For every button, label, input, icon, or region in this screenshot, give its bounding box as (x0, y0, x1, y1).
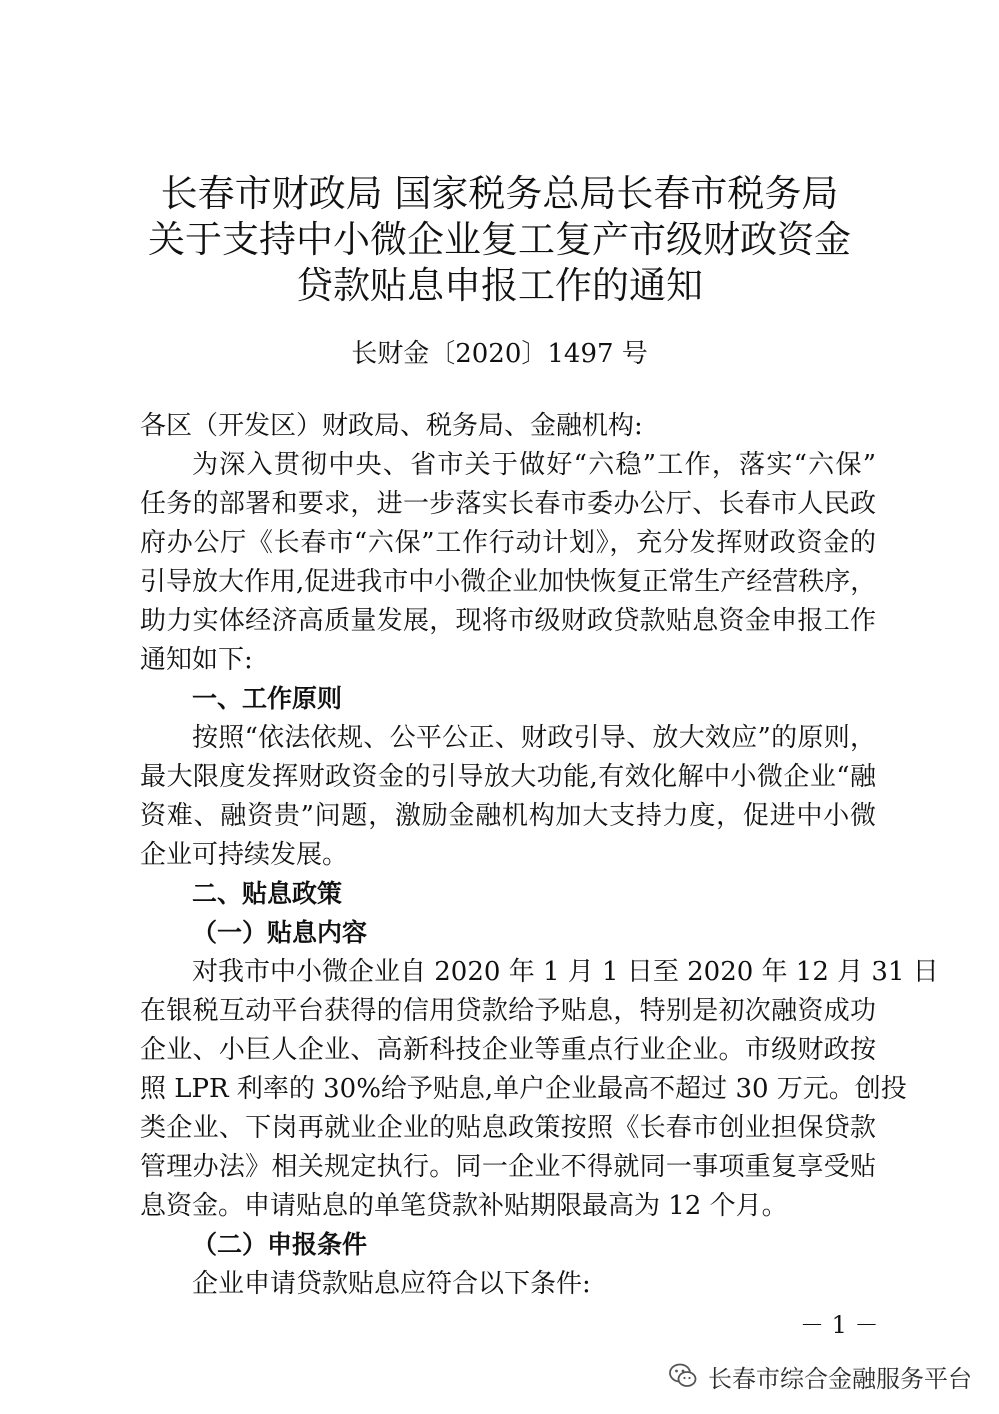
intro-line: 通知如下: (140, 645, 253, 675)
subsection-heading: （一）贴息内容 (192, 918, 368, 947)
addressee: 各区（开发区）财政局、税务局、金融机构: (140, 411, 643, 441)
sub1-line: 类企业、下岗再就业企业的贴息政策按照《长春市创业担保贷款 (140, 1113, 876, 1143)
sub2-line: 企业申请贷款贴息应符合以下条件: (192, 1269, 591, 1299)
sub1-line: 照 LPR 利率的 30%给予贴息,单户企业最高不超过 30 万元。创投 (140, 1074, 907, 1104)
page-number: － 1 － (800, 1311, 879, 1339)
watermark-text: 长春市综合金融服务平台 (708, 1364, 972, 1393)
section1-line: 企业可持续发展。 (140, 840, 349, 870)
intro-line: 为深入贯彻中央、省市关于做好“六稳”工作，落实“六保” (192, 450, 876, 480)
title-line-1: 长春市财政局 国家税务总局长春市税务局 (160, 172, 839, 215)
section-heading: 一、工作原则 (192, 684, 343, 713)
sub1-line: 在银税互动平台获得的信用贷款给予贴息，特别是初次融资成功 (140, 996, 876, 1026)
intro-line: 引导放大作用,促进我市中小微企业加快恢复正常生产经营秩序， (140, 567, 877, 597)
title-line-3: 贷款贴息申报工作的通知 (296, 264, 703, 307)
intro-line: 任务的部署和要求，进一步落实长春市委办公厅、长春市人民政 (140, 489, 876, 519)
intro-line: 助力实体经济高质量发展，现将市级财政贷款贴息资金申报工作 (140, 606, 876, 636)
sub1-line: 企业、小巨人企业、高新科技企业等重点行业企业。市级财政按 (140, 1035, 876, 1065)
section1-line: 最大限度发挥财政资金的引导放大功能,有效化解中小微企业“融 (140, 762, 876, 792)
sub1-line: 对我市中小微企业自 2020 年 1 月 1 日至 2020 年 12 月 31 日 (192, 957, 939, 987)
subsection-heading: （二）申报条件 (192, 1230, 368, 1259)
section-heading: 二、贴息政策 (192, 879, 343, 908)
sub1-line: 息资金。申请贴息的单笔贷款补贴期限最高为 12 个月。 (140, 1191, 788, 1221)
section1-line: 资难、融资贵”问题，激励金融机构加大支持力度，促进中小微 (140, 801, 876, 831)
section1-line: 按照“依法依规、公平公正、财政引导、放大效应”的原则， (192, 723, 876, 753)
wechat-icon (668, 1361, 698, 1391)
document-number: 长财金〔2020〕1497 号 (351, 339, 648, 369)
watermark (668, 1356, 972, 1396)
title-line-2: 关于支持中小微企业复工复产市级财政资金 (148, 218, 851, 261)
intro-line: 府办公厅《长春市“六保”工作行动计划》，充分发挥财政资金的 (140, 528, 876, 558)
sub1-line: 管理办法》相关规定执行。同一企业不得就同一事项重复享受贴 (140, 1152, 876, 1182)
